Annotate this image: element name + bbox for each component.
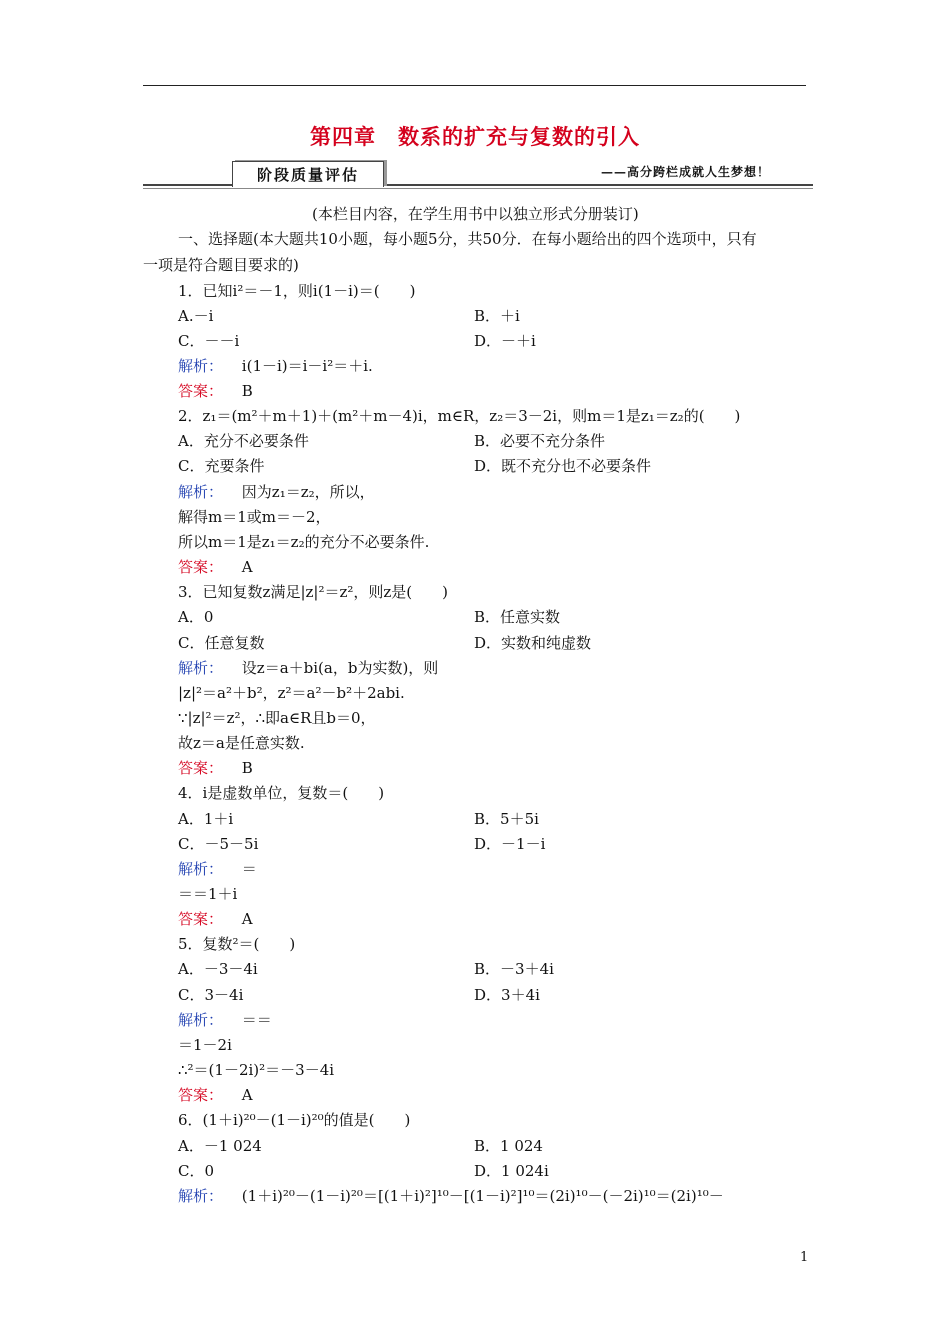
q2-option-c: C．充要条件 xyxy=(178,457,265,475)
section-intro-2: 一项是符合题目要求的) xyxy=(143,256,299,274)
section-tab: 阶段质量评估 xyxy=(232,161,384,187)
q5-option-b: B．－3＋4i xyxy=(474,960,554,978)
q4-analysis-text: ＝ xyxy=(241,860,257,878)
q2-option-d: D．既不充分也不必要条件 xyxy=(474,457,652,475)
answer-label: 答案： xyxy=(178,910,224,928)
q3-option-b: B．任意实数 xyxy=(474,608,561,626)
q4-stem: 4．i是虚数单位，复数＝( ) xyxy=(178,784,385,802)
analysis-label: 解析： xyxy=(178,659,224,677)
q4-analysis-line2: ＝＝1＋i xyxy=(178,885,238,903)
q5-answer xyxy=(178,1085,253,1105)
q4-option-b: B．5＋5i xyxy=(474,810,539,828)
q6-option-d: D．1 024i xyxy=(474,1162,549,1180)
q6-stem: 6．(1＋i)²⁰－(1－i)²⁰的值是( ) xyxy=(178,1111,411,1129)
q4-answer xyxy=(178,909,253,929)
q1-analysis xyxy=(178,356,373,376)
q2-stem: 2．z₁＝(m²＋m＋1)＋(m²＋m－4)i，m∈R，z₂＝3－2i，则m＝1是z₁＝z₂的( ) xyxy=(178,407,741,425)
q1-option-b: B．＋i xyxy=(474,307,520,325)
chapter-title: 第四章 数系的扩充与复数的引入 xyxy=(310,124,640,149)
q1-analysis-text: i(1－i)＝i－i²＝＋i. xyxy=(241,357,373,375)
q5-option-c: C．3－4i xyxy=(178,986,244,1004)
q1-option-c: C．－－i xyxy=(178,332,240,350)
q5-answer-value: A xyxy=(241,1086,253,1104)
q6-option-a: A．－1 024 xyxy=(178,1137,262,1155)
q3-answer-value: B xyxy=(241,759,253,777)
q5-option-a: A．－3－4i xyxy=(178,960,258,978)
q5-analysis-line2: ＝1－2i xyxy=(178,1036,232,1054)
q2-analysis-line2: 解得m＝1或m＝－2， xyxy=(178,508,331,526)
analysis-label: 解析： xyxy=(178,1011,224,1029)
banner-rule-thin xyxy=(143,188,813,189)
page-number: 1 xyxy=(800,1250,809,1265)
q6-analysis-text: (1＋i)²⁰－(1－i)²⁰＝[(1＋i)²]¹⁰－[(1－i)²]¹⁰＝(2i)¹⁰－(－2i)¹⁰＝(2i)¹⁰－ xyxy=(241,1187,724,1205)
q2-analysis xyxy=(178,482,375,502)
q2-answer-value: A xyxy=(241,558,253,576)
q6-option-c: C．0 xyxy=(178,1162,215,1180)
q1-answer xyxy=(178,381,253,401)
q2-answer xyxy=(178,557,253,577)
q3-analysis-text: 设z＝a＋bi(a，b为实数)，则 xyxy=(241,659,439,677)
q2-analysis-line3: 所以m＝1是z₁＝z₂的充分不必要条件. xyxy=(178,533,430,551)
q1-answer-value: B xyxy=(241,382,253,400)
q5-analysis-text: ＝＝ xyxy=(241,1011,272,1029)
q3-option-a: A．0 xyxy=(178,608,214,626)
binding-note: (本栏目内容，在学生用书中以独立形式分册装订) xyxy=(312,205,639,223)
answer-label: 答案： xyxy=(178,382,224,400)
q4-option-a: A．1＋i xyxy=(178,810,234,828)
q3-option-c: C．任意复数 xyxy=(178,634,265,652)
q1-option-a: A.－i xyxy=(178,307,214,325)
analysis-label: 解析： xyxy=(178,483,224,501)
q3-analysis-line3: ∵|z|²＝z²，∴即a∈R且b＝0， xyxy=(178,709,376,727)
q3-option-d: D．实数和纯虚数 xyxy=(474,634,592,652)
q3-answer xyxy=(178,758,253,778)
q2-option-b: B．必要不充分条件 xyxy=(474,432,606,450)
q3-analysis xyxy=(178,658,438,678)
q6-option-b: B．1 024 xyxy=(474,1137,543,1155)
analysis-label: 解析： xyxy=(178,357,224,375)
q6-analysis xyxy=(178,1186,724,1206)
answer-label: 答案： xyxy=(178,558,224,576)
q2-analysis-text: 因为z₁＝z₂，所以， xyxy=(241,483,375,501)
q5-option-d: D．3＋4i xyxy=(474,986,540,1004)
answer-label: 答案： xyxy=(178,759,224,777)
q3-analysis-line2: |z|²＝a²＋b²，z²＝a²－b²＋2abi. xyxy=(178,684,405,702)
q1-option-d: D．－＋i xyxy=(474,332,536,350)
slogan: ——高分跨栏成就人生梦想！ xyxy=(600,165,770,179)
q2-option-a: A．充分不必要条件 xyxy=(178,432,309,450)
q5-analysis xyxy=(178,1010,272,1030)
q4-option-d: D．－1－i xyxy=(474,835,546,853)
q3-analysis-line4: 故z＝a是任意实数. xyxy=(178,734,305,752)
q4-answer-value: A xyxy=(241,910,253,928)
q5-stem: 5．复数²＝( ) xyxy=(178,935,296,953)
q4-option-c: C．－5－5i xyxy=(178,835,259,853)
q3-stem: 3．已知复数z满足|z|²＝z²，则z是( ) xyxy=(178,583,448,601)
analysis-label: 解析： xyxy=(178,1187,224,1205)
analysis-label: 解析： xyxy=(178,860,224,878)
q5-analysis-line3: ∴²＝(1－2i)²＝－3－4i xyxy=(178,1061,335,1079)
q4-analysis xyxy=(178,859,257,879)
answer-label: 答案： xyxy=(178,1086,224,1104)
q1-stem: 1．已知i²＝－1，则i(1－i)＝( ) xyxy=(178,282,416,300)
section-intro-1: 一、选择题(本大题共10小题，每小题5分，共50分．在每小题给出的四个选项中，只有 xyxy=(178,230,757,248)
header-rule xyxy=(143,85,806,86)
